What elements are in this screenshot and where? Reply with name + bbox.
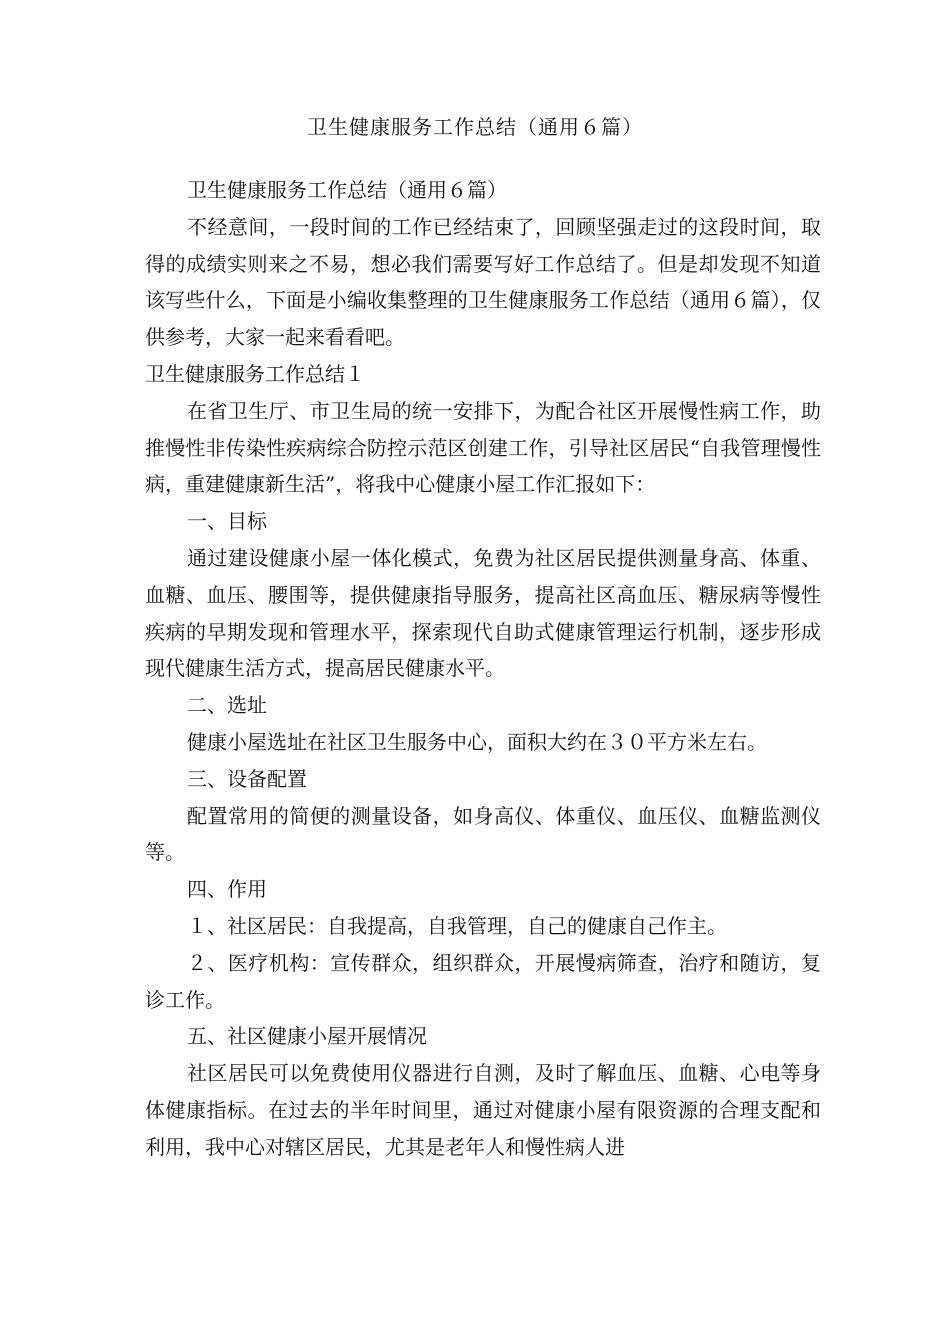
paragraph: 一、目标 — [187, 509, 267, 534]
paragraph: 通过建设健康小屋一体化模式，免费为社区居民提供测量身高、体重、血糖、血压、腰围等，提供健康指导服务，提高社区高血压、糖尿病等慢性疾病的早期发现和管理水平，探索现代自助式健康管理运行机制，逐步形成现代健康生活方式，提高居民健康水平。 — [145, 545, 821, 681]
paragraph: 配置常用的简便的测量设备，如身高仪、体重仪、血压仪、血糖监测仪等。 — [145, 803, 821, 865]
document-title: 卫生健康服务工作总结（通用６篇） — [307, 115, 643, 139]
paragraph: 不经意间，一段时间的工作已经结束了，回顾坚强走过的这段时间，取得的成绩实则来之不易，想必我们需要写好工作总结了。但是却发现不知道该写些什么，下面是小编收集整理的卫生健康服务工作总结（通用６篇），仅供参考，大家一起来看看吧。 — [145, 214, 821, 350]
paragraph: １、社区居民：自我提高，自我管理，自己的健康自己作主。 — [187, 913, 727, 938]
document-body — [145, 172, 821, 1166]
paragraph: ２、医疗机构：宣传群众，组织群众，开展慢病筛查，治疗和随访，复诊工作。 — [145, 950, 821, 1012]
paragraph: 卫生健康服务工作总结１ — [145, 361, 365, 386]
paragraph: 卫生健康服务工作总结（通用６篇） — [187, 178, 507, 202]
paragraph: 社区居民可以免费使用仪器进行自测，及时了解血压、血糖、心电等身体健康指标。在过去的半年时间里，通过对健康小屋有限资源的合理支配和利用，我中心对辖区居民，尤其是老年人和慢性病人进 — [145, 1061, 821, 1159]
paragraph: 二、选址 — [187, 693, 267, 718]
paragraph: 三、设备配置 — [187, 766, 307, 791]
paragraph: 五、社区健康小屋开展情况 — [187, 1024, 427, 1049]
paragraph: 四、作用 — [187, 877, 267, 902]
paragraph: 在省卫生厅、市卫生局的统一安排下，为配合社区开展慢性病工作，助推慢性非传染性疾病综合防控示范区创建工作，引导社区居民“自我管理慢性病，重建健康新生活”，将我中心健康小屋工作汇报如下： — [145, 398, 821, 497]
paragraph: 健康小屋选址在社区卫生服务中心，面积大约在３０平方米左右。 — [187, 729, 767, 754]
